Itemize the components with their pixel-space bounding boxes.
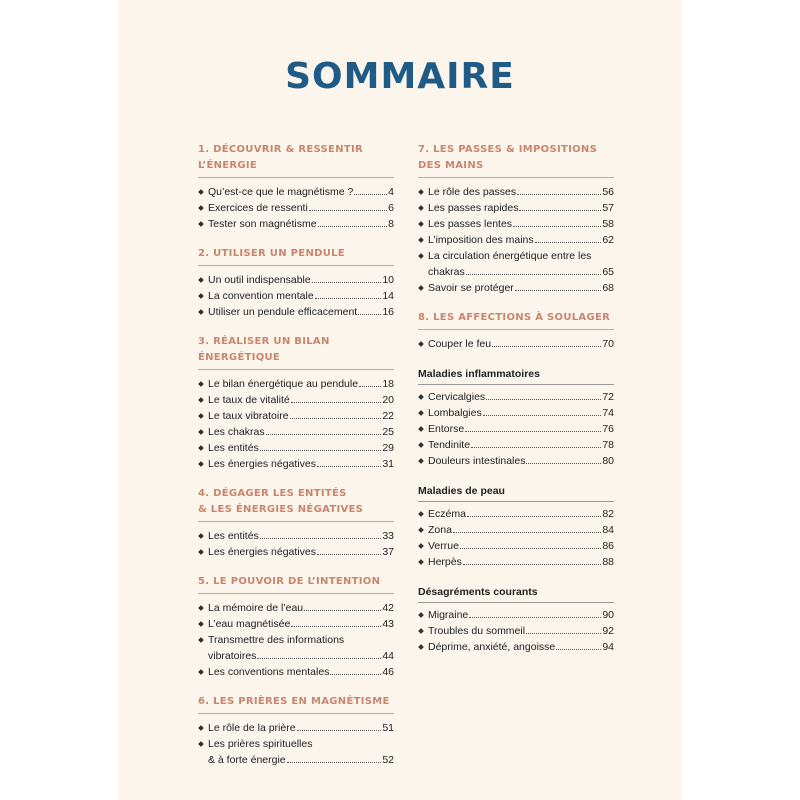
section-title [198, 246, 394, 266]
page-number: 20 [382, 394, 394, 406]
toc-entry[interactable] [198, 528, 394, 544]
dot-leader [469, 608, 601, 618]
dot-leader [317, 457, 381, 467]
toc-section [418, 483, 614, 570]
subsection-title: Maladies inflammatoires [418, 366, 614, 385]
section-title-line: 3. RÉALISER UN BILAN ÉNERGÉTIQUE [198, 336, 330, 363]
dot-leader [304, 601, 381, 611]
dot-leader [486, 390, 601, 400]
toc-entry[interactable] [418, 522, 614, 538]
toc-entry[interactable] [198, 304, 394, 320]
section-title [418, 310, 614, 330]
page-number: 56 [602, 186, 614, 198]
subsection-title: Désagréments courants [418, 584, 614, 603]
section-title-line: 4. DÉGAGER LES ENTITÉS [198, 488, 347, 499]
toc-entry-text: La convention mentale [208, 290, 314, 302]
section-title-line: & LES ÉNERGIES NÉGATIVES [198, 504, 364, 515]
toc-entry[interactable] [418, 506, 614, 522]
dot-leader [519, 201, 601, 211]
toc-entry[interactable] [418, 453, 614, 469]
page-number: 25 [382, 426, 394, 438]
page-number: 65 [602, 266, 614, 278]
page-title: SOMMAIRE [285, 56, 515, 97]
toc-column-right [418, 142, 614, 669]
page-number: 74 [602, 407, 614, 419]
dot-leader [287, 753, 382, 763]
page-number: 51 [382, 722, 394, 734]
toc-entry[interactable] [198, 424, 394, 440]
toc-entry-text: La circulation énergétique entre les [428, 250, 592, 262]
toc-entry[interactable] [418, 280, 614, 296]
toc-entry[interactable] [198, 736, 394, 768]
page-number: 78 [602, 439, 614, 451]
toc-entry-text: Les entités [208, 530, 259, 542]
toc-entry[interactable] [418, 639, 614, 655]
toc-entry-text: Le rôle des passes [428, 186, 517, 198]
toc-entry-text: Douleurs intestinales [428, 455, 526, 467]
toc-entry[interactable] [198, 272, 394, 288]
page-number: 29 [382, 442, 394, 454]
toc-entry[interactable] [198, 616, 394, 632]
page-number: 8 [388, 218, 394, 230]
toc-entry-text: L’eau magnétisée [208, 618, 291, 630]
toc-column-left [198, 142, 394, 782]
section-title-line: 1. DÉCOUVRIR & RESSENTIR L’ÉNERGIE [198, 144, 364, 171]
toc-entry[interactable] [418, 607, 614, 623]
toc-entry-text: L’imposition des mains [428, 234, 534, 246]
dot-leader [291, 617, 381, 627]
page-number: 31 [382, 458, 394, 470]
toc-entry[interactable] [198, 664, 394, 680]
page-number: 58 [602, 218, 614, 230]
toc-section [198, 574, 394, 680]
toc-entry-text: Verrue [428, 540, 459, 552]
toc-entry[interactable] [198, 456, 394, 472]
toc-entry-text: Lombalgies [428, 407, 482, 419]
toc-entry-text: Couper le feu [428, 338, 492, 350]
toc-entry-text: Tester son magnétisme [208, 218, 317, 230]
dot-leader [359, 377, 381, 387]
page-number: 37 [382, 546, 394, 558]
toc-entry[interactable] [198, 216, 394, 232]
toc-entry[interactable] [198, 200, 394, 216]
toc-entry-text: Les chakras [208, 426, 265, 438]
toc-entry[interactable] [418, 437, 614, 453]
toc-entry[interactable] [418, 184, 614, 200]
toc-entry-text: Les énergies négatives [208, 546, 316, 558]
page-number: 22 [382, 410, 394, 422]
dot-leader [257, 649, 381, 659]
toc-entry[interactable] [198, 544, 394, 560]
toc-entry-text: Les entités [208, 442, 259, 454]
dot-leader [260, 529, 382, 539]
section-title [418, 142, 614, 178]
page-number: 92 [602, 625, 614, 637]
toc-section [198, 246, 394, 320]
page-number: 57 [602, 202, 614, 214]
dot-leader [467, 507, 601, 517]
dot-leader [291, 393, 382, 403]
dot-leader [492, 337, 601, 347]
toc-entry[interactable] [418, 389, 614, 405]
section-title-line: 2. UTILISER UN PENDULE [198, 248, 345, 259]
page-number: 76 [602, 423, 614, 435]
dot-leader [309, 201, 387, 211]
dot-leader [266, 425, 382, 435]
toc-entry[interactable] [198, 440, 394, 456]
toc-entry-text: La mémoire de l’eau [208, 602, 304, 614]
toc-entry-text: Les prières spirituelles [208, 738, 313, 750]
toc-entry-text: Les conventions mentales [208, 666, 330, 678]
toc-entry[interactable] [198, 288, 394, 304]
book-page [118, 0, 682, 800]
toc-entry-text: vibratoires [208, 650, 257, 662]
toc-entry-text: Utiliser un pendule efficacement [208, 306, 358, 318]
page-number: 10 [382, 274, 394, 286]
page-number: 16 [382, 306, 394, 318]
toc-entry-text: Le taux de vitalité [208, 394, 290, 406]
dot-leader [453, 523, 601, 533]
page-number: 68 [602, 282, 614, 294]
dot-leader [465, 422, 601, 432]
dot-leader [315, 289, 382, 299]
toc-entry[interactable] [198, 632, 394, 664]
toc-section [198, 486, 394, 560]
toc-section [418, 142, 614, 296]
page-number: 14 [382, 290, 394, 302]
dot-leader [471, 438, 601, 448]
page-number: 72 [602, 391, 614, 403]
toc-entry[interactable] [418, 538, 614, 554]
section-title-line: 8. LES AFFECTIONS À SOULAGER [418, 312, 611, 323]
page-number: 84 [602, 524, 614, 536]
toc-entry-text: Savoir se protéger [428, 282, 514, 294]
toc-entry-text: Transmettre des informations [208, 634, 345, 646]
toc-entry[interactable] [418, 623, 614, 639]
toc-entry-text: Eczéma [428, 508, 466, 520]
subsection-title: Maladies de peau [418, 483, 614, 502]
dot-leader [466, 265, 602, 275]
toc-entry-text: Entorse [428, 423, 465, 435]
dot-leader [297, 721, 382, 731]
page-number: 18 [382, 378, 394, 390]
toc-entry-text: Les passes lentes [428, 218, 513, 230]
dot-leader [354, 185, 387, 195]
page-number: 82 [602, 508, 614, 520]
toc-section [418, 366, 614, 469]
page-number: 62 [602, 234, 614, 246]
page-number: 80 [602, 455, 614, 467]
dot-leader [463, 555, 601, 565]
toc-section [198, 334, 394, 472]
page-number: 44 [382, 650, 394, 662]
section-title-line: 5. LE POUVOIR DE L’INTENTION [198, 576, 381, 587]
toc-entry-text: Cervicalgies [428, 391, 486, 403]
toc-entry[interactable] [198, 376, 394, 392]
page-number: 88 [602, 556, 614, 568]
toc-entry-text: & à forte énergie [208, 754, 286, 766]
toc-entry-text: Tendinite [428, 439, 471, 451]
toc-entry-text: Troubles du sommeil [428, 625, 526, 637]
toc-entry[interactable] [198, 600, 394, 616]
dot-leader [517, 185, 601, 195]
dot-leader [330, 665, 381, 675]
toc-entry-text: Herpès [428, 556, 462, 568]
page-number: 52 [382, 754, 394, 766]
section-title [198, 574, 394, 594]
dot-leader [513, 217, 601, 227]
toc-entry-text: Exercices de ressenti [208, 202, 308, 214]
dot-leader [483, 406, 602, 416]
toc-entry[interactable] [198, 392, 394, 408]
toc-entry[interactable] [418, 248, 614, 280]
toc-entry-text: Les énergies négatives [208, 458, 316, 470]
toc-entry-text: Le rôle de la prière [208, 722, 296, 734]
dot-leader [317, 545, 381, 555]
page-number: 6 [388, 202, 394, 214]
section-title [198, 334, 394, 370]
section-title-line: 7. LES PASSES & IMPOSITIONS [418, 144, 598, 155]
page-number: 46 [382, 666, 394, 678]
dot-leader [312, 273, 382, 283]
dot-leader [318, 217, 388, 227]
section-title-line: DES MAINS [418, 160, 484, 171]
dot-leader [460, 539, 601, 549]
dot-leader [260, 441, 382, 451]
section-title [198, 694, 394, 714]
toc-entry[interactable] [198, 184, 394, 200]
toc-entry[interactable] [418, 421, 614, 437]
toc-entry[interactable] [418, 216, 614, 232]
toc-section [418, 310, 614, 352]
toc-entry-text: Un outil indispensable [208, 274, 311, 286]
page-number: 94 [602, 641, 614, 653]
toc-entry[interactable] [418, 232, 614, 248]
toc-entry-text: chakras [428, 266, 465, 278]
section-title [198, 486, 394, 522]
toc-entry[interactable] [418, 554, 614, 570]
toc-entry-text: Qu’est-ce que le magnétisme ? [208, 186, 354, 198]
toc-section [198, 142, 394, 232]
page-number: 42 [382, 602, 394, 614]
section-title [198, 142, 394, 178]
toc-entry-text: Le taux vibratoire [208, 410, 289, 422]
toc-entry-text: Le bilan énergétique au pendule [208, 378, 359, 390]
toc-entry[interactable] [418, 200, 614, 216]
toc-entry[interactable] [198, 720, 394, 736]
toc-entry-text: Migraine [428, 609, 469, 621]
dot-leader [526, 624, 601, 634]
page-number: 70 [602, 338, 614, 350]
toc-entry[interactable] [418, 336, 614, 352]
page-number: 33 [382, 530, 394, 542]
page-number: 86 [602, 540, 614, 552]
dot-leader [556, 640, 601, 650]
section-title-line: 6. LES PRIÈRES EN MAGNÉTISME [198, 696, 390, 707]
toc-section [418, 584, 614, 655]
page-number: 90 [602, 609, 614, 621]
dot-leader [526, 454, 601, 464]
page-number: 4 [388, 186, 394, 198]
dot-leader [515, 281, 602, 291]
dot-leader [290, 409, 382, 419]
toc-entry[interactable] [418, 405, 614, 421]
dot-leader [358, 305, 381, 315]
toc-section [198, 694, 394, 768]
dot-leader [535, 233, 602, 243]
toc-entry-text: Zona [428, 524, 452, 536]
page-number: 43 [382, 618, 394, 630]
toc-entry-text: Déprime, anxiété, angoisse [428, 641, 556, 653]
toc-entry-text: Les passes rapides [428, 202, 519, 214]
toc-entry[interactable] [198, 408, 394, 424]
